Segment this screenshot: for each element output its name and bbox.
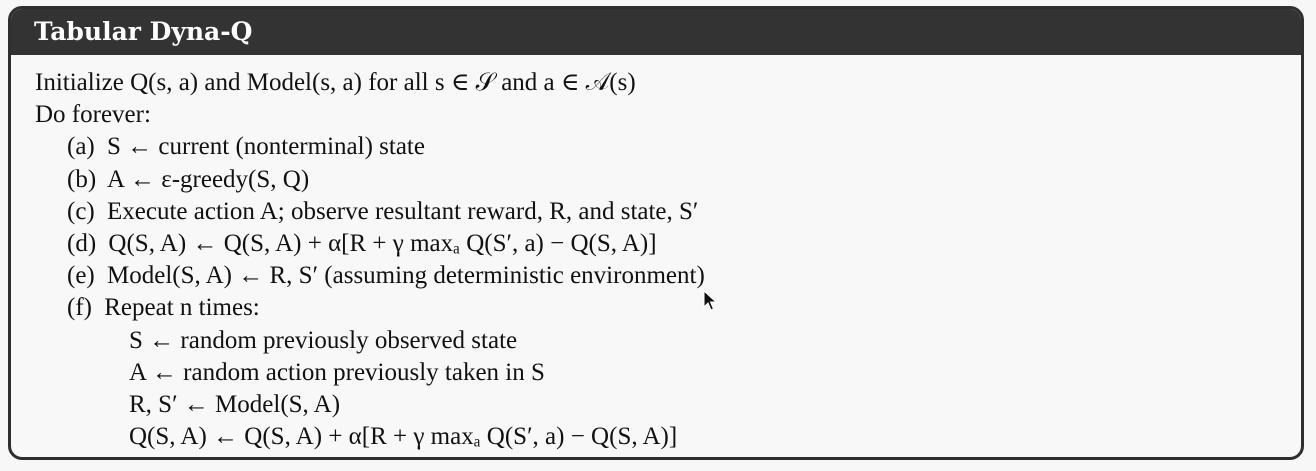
line-text: Do forever:: [35, 101, 151, 129]
repeat-step-2: [35, 357, 1301, 389]
step-e: [35, 260, 1301, 292]
line-text: Initialize Q(s, a) and Model(s, a) for all s ∈ 𝒮 and a ∈ 𝒜(s): [35, 69, 636, 96]
step-text: Model(S, A) ← R, S′ (assuming deterministic environment): [107, 262, 705, 290]
algorithm-box: [8, 6, 1304, 460]
repeat-step-1: [35, 325, 1301, 357]
step-text: S ← current (nonterminal) state: [107, 133, 425, 161]
step-c: [35, 196, 1301, 228]
step-text: A ← random action previously taken in S: [129, 358, 545, 386]
step-label: (b): [67, 165, 97, 193]
step-label: (a): [67, 133, 95, 161]
step-d: [35, 228, 1301, 260]
step-label: (c): [67, 197, 95, 225]
step-a: [35, 131, 1301, 163]
step-f: [35, 292, 1301, 324]
algorithm-title: Tabular Dyna-Q: [11, 9, 1301, 55]
algorithm-body: [11, 55, 1301, 453]
step-label: (d): [67, 229, 97, 257]
step-text: R, S′ ← Model(S, A): [129, 390, 341, 418]
step-text: Execute action A; observe resultant reward, R, and state, S′: [107, 197, 699, 225]
step-b: [35, 164, 1301, 196]
init-line: [35, 67, 1301, 99]
step-text: S ← random previously observed state: [129, 326, 518, 354]
step-text: Repeat n times:: [104, 294, 260, 322]
repeat-step-4: [35, 421, 1301, 453]
mouse-pointer-icon: [703, 290, 717, 312]
step-text: Q(S, A) ← Q(S, A) + α[R + γ maxₐ Q(S′, a) − Q(S, A)]: [108, 229, 657, 257]
loop-line: [35, 99, 1301, 131]
step-text: Q(S, A) ← Q(S, A) + α[R + γ maxₐ Q(S′, a) − Q(S, A)]: [129, 423, 678, 451]
step-text: A ← ε-greedy(S, Q): [107, 165, 310, 193]
repeat-step-3: [35, 389, 1301, 421]
step-label: (f): [67, 294, 92, 322]
step-label: (e): [67, 262, 95, 290]
